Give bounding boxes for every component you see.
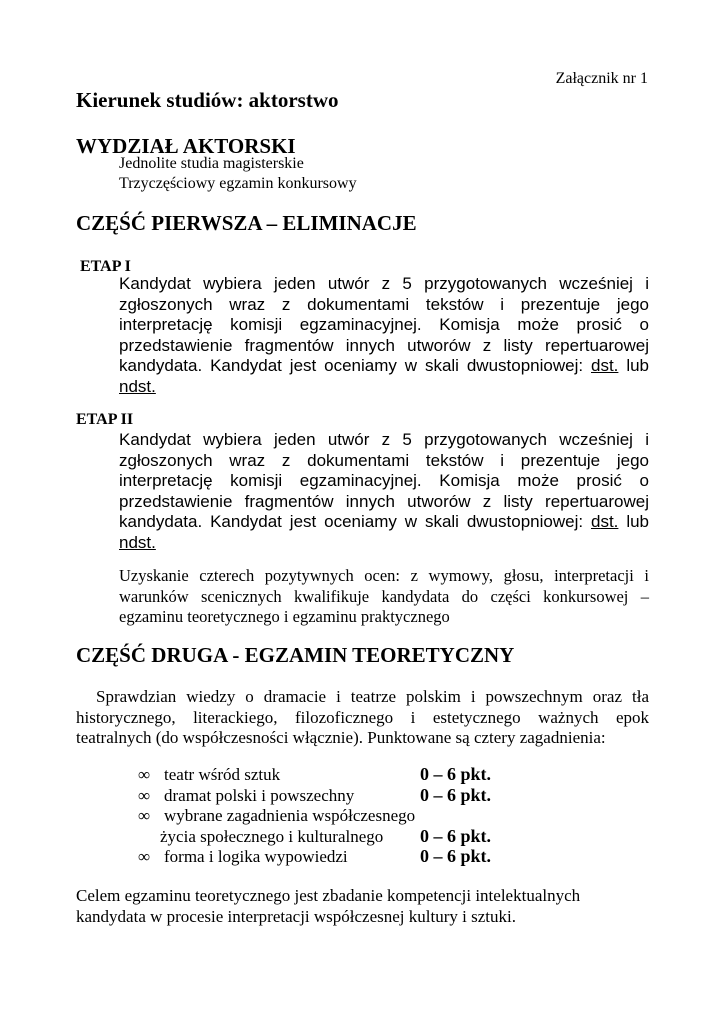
etap2-label: ETAP II xyxy=(76,411,134,428)
topic-text: wybrane zagadnienia współczesnego xyxy=(164,806,416,825)
infinity-bullet-icon: ∞ xyxy=(138,785,151,805)
etap2-text: Kandydat wybiera jeden utwór z 5 przygotowanych wcześniej i zgłoszonych wraz z dokumentami tekstów i prezentuje jego interpretację komisji egzaminacyjnej. Komisja może prosić o przedstawienie fragmentów innych utworów z listy repertuarowej kandydata. Kandydat jest oceniamy w skali dwustopniowej: xyxy=(119,430,649,531)
topic-text: dramat polski i powszechny xyxy=(164,785,355,805)
topic-points: 0 – 6 pkt. xyxy=(420,764,492,784)
etap2-grade-pass: dst. xyxy=(591,512,619,531)
topic-text: forma i logika wypowiedzi xyxy=(164,847,348,866)
etap1-description xyxy=(119,274,649,397)
infinity-bullet-icon: ∞ xyxy=(138,806,151,825)
etap1-grade-fail: ndst. xyxy=(119,376,156,396)
etap1-grade-pass: dst. xyxy=(591,356,619,375)
part2-heading: CZĘŚĆ DRUGA - EGZAMIN TEORETYCZNY xyxy=(76,643,515,667)
qualification-note: Uzyskanie czterech pozytywnych ocen: z wymowy, głosu, interpretacji i warunków scenicznych kwalifikuje kandydata do części konkursowej – egzaminu teoretycznego i egzaminu praktycznego xyxy=(119,566,649,626)
part2-conclusion: Celem egzaminu teoretycznego jest zbadanie kompetencji intelektualnych kandydata w procesie interpretacji współczesnej kultury i sztuki. xyxy=(76,886,581,926)
annex-label: Załącznik nr 1 xyxy=(555,70,648,87)
etap2-or: lub xyxy=(626,512,649,531)
faculty-heading: WYDZIAŁ AKTORSKI xyxy=(76,134,296,158)
exam-type: Trzyczęściowy egzamin konkursowy xyxy=(119,175,357,192)
topic-points: 0 – 6 pkt. xyxy=(420,825,492,846)
etap2-grade-fail: ndst. xyxy=(119,532,156,552)
topic-points: 0 – 6 pkt. xyxy=(420,846,492,866)
etap1-text: Kandydat wybiera jeden utwór z 5 przygotowanych wcześniej i zgłoszonych wraz z dokumentami tekstów i prezentuje jego interpretację komisji egzaminacyjnej. Komisja może prosić o przedstawienie fragmentów innych utworów z listy repertuarowej kandydata. Kandydat jest oceniamy w skali dwustopniowej: xyxy=(119,274,649,375)
infinity-bullet-icon: ∞ xyxy=(138,847,151,866)
topic-text: teatr wśród sztuk xyxy=(164,765,281,784)
page-title: Kierunek studiów: aktorstwo xyxy=(76,88,339,112)
etap1-or: lub xyxy=(626,356,649,375)
study-type: Jednolite studia magisterskie xyxy=(119,155,304,172)
topic-text-continued: życia społecznego i kulturalnego xyxy=(160,826,384,846)
part2-intro: Sprawdzian wiedzy o dramacie i teatrze polskim i powszechnym oraz tła historycznego, literackiego, filozoficznego i estetycznego ważnych epok teatralnych (do współczesności włącznie). Punktowane są cztery zagadnienia: xyxy=(76,687,649,747)
topic-points: 0 – 6 pkt. xyxy=(420,784,492,805)
infinity-bullet-icon: ∞ xyxy=(138,765,151,784)
part1-heading: CZĘŚĆ PIERWSZA – ELIMINACJE xyxy=(76,211,417,235)
etap1-label: ETAP I xyxy=(80,258,131,275)
etap2-description xyxy=(119,430,649,553)
